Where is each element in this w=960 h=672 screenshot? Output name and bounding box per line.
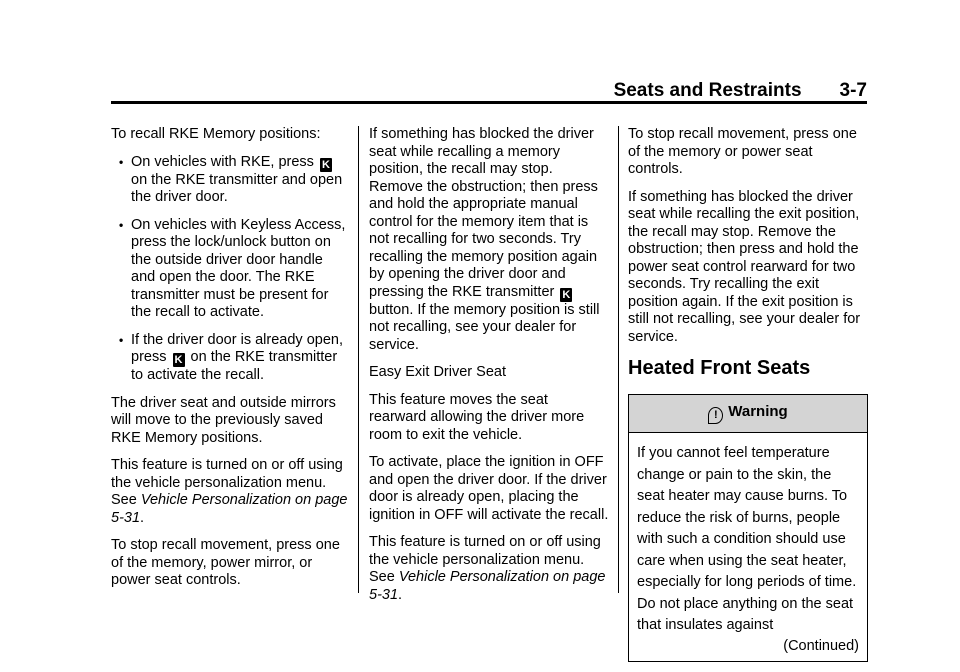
column-1	[111, 126, 351, 600]
paragraph: To activate, place the ignition in OFF and open the driver door. If the driver door is already open, placing the ignition in OFF will activate the recall.	[369, 454, 609, 523]
bullet-icon: •	[119, 332, 124, 347]
bullet-icon: •	[119, 154, 124, 169]
section-heading: Heated Front Seats	[628, 357, 811, 379]
subheading: Easy Exit Driver Seat	[369, 364, 506, 380]
warning-header	[629, 395, 867, 433]
paragraph: If something has blocked the driver seat while recalling a memory position, the recall may stop. Remove the obstruction; then press and hold the appropriate manual control for the memory item that is not recalling for two seconds. Try recalling the memory position again by opening the driver door and pressing the RKE transmitter K button. If the memory position is still not recalling, see your dealer for service.	[369, 126, 600, 353]
page-header	[111, 80, 867, 102]
intro-text: To recall RKE Memory positions:	[111, 126, 321, 142]
column-divider	[618, 126, 619, 593]
key-fob-icon: K	[173, 353, 185, 367]
column-3	[628, 126, 868, 662]
key-fob-icon: K	[320, 158, 332, 172]
list-item: • On vehicles with RKE, press K on the RKE transmitter and open the driver door.	[119, 153, 343, 205]
paragraph: To stop recall movement, press one of the memory, power mirror, or power seat controls.	[111, 537, 340, 588]
list-item: • If the driver door is already open, press K on the RKE transmitter to activate the recall.	[119, 331, 343, 383]
column-2	[369, 126, 609, 614]
warning-body: If you cannot feel temperature change or pain to the skin, the seat heater may cause burns. To reduce the risk of burns, people with such a condition should use care when using the seat heater, especially for long periods of time. Do not place anything on the seat that insulates against (Continued)	[637, 445, 859, 654]
list-item: • On vehicles with Keyless Access, press the lock/unlock button on the outside driver door handle and open the door. The RKE transmitter must be present for the recall to activate.	[119, 216, 346, 320]
paragraph: This feature is turned on or off using the vehicle personalization menu. See Vehicle Personalization on page 5-31.	[369, 534, 606, 603]
paragraph: To stop recall movement, press one of the memory or power seat controls.	[628, 126, 857, 177]
section-title: Seats and Restraints	[613, 80, 802, 101]
warning-title: Warning	[728, 403, 788, 420]
page-number: 3-7	[839, 80, 867, 101]
warning-box	[628, 394, 868, 662]
paragraph: The driver seat and outside mirrors will move to the previously saved RKE Memory positions.	[111, 394, 336, 446]
header-rule	[111, 101, 867, 104]
key-fob-icon: K	[560, 288, 572, 302]
column-divider	[358, 126, 359, 593]
cross-reference-link[interactable]: Vehicle Personalization on page 5-31	[369, 569, 606, 603]
warning-icon: !	[708, 407, 723, 424]
bullet-icon: •	[119, 217, 124, 232]
paragraph: If something has blocked the driver seat while recalling the exit position, the recall may stop. Remove the obstruction; then press and hold the power seat control rearward for two seconds. Try recalling the exit position again. If the exit position is still not recalling, see your dealer for service.	[628, 188, 861, 345]
paragraph: This feature moves the seat rearward allowing the driver more room to exit the vehicle.	[369, 391, 585, 443]
cross-reference-link[interactable]: Vehicle Personalization on page 5-31	[111, 492, 348, 526]
paragraph: This feature is turned on or off using the vehicle personalization menu. See Vehicle Personalization on page 5-31.	[111, 457, 348, 526]
continued-label: (Continued)	[783, 637, 859, 654]
